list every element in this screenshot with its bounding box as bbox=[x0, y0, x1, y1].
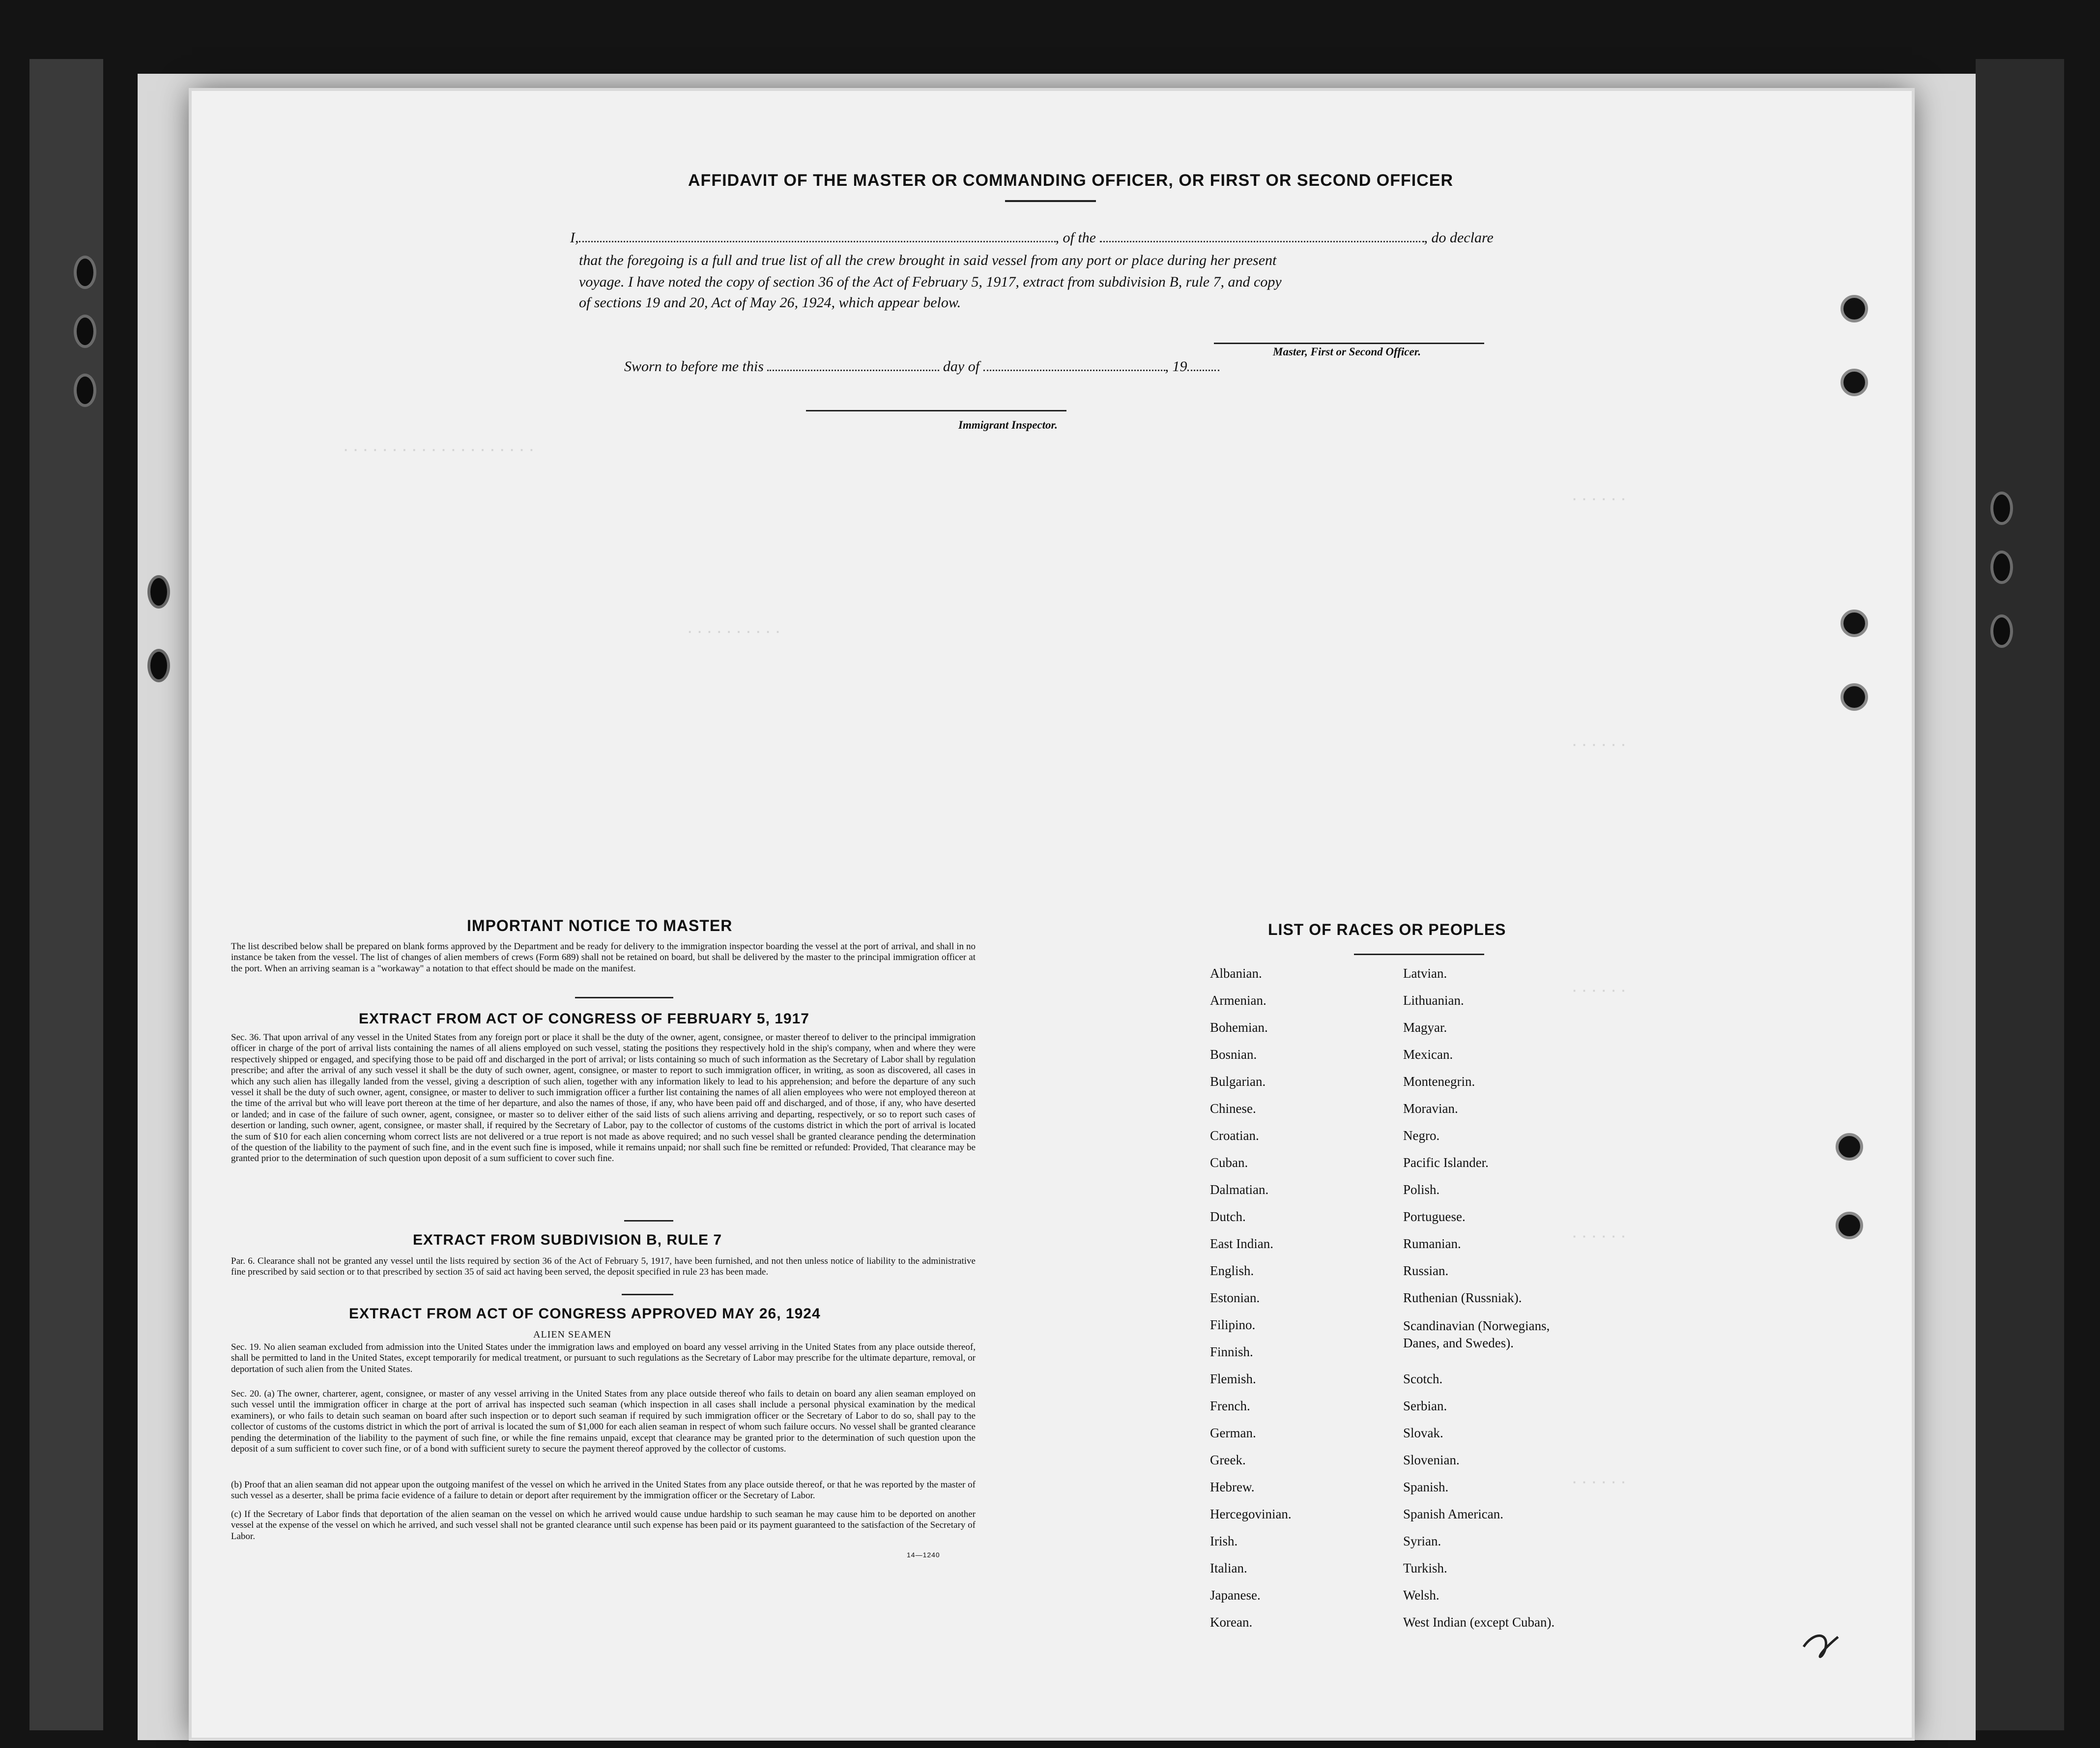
race-item: Bohemian. bbox=[1210, 1020, 1268, 1035]
race-item: Filipino. bbox=[1210, 1317, 1256, 1332]
binder-hole bbox=[74, 374, 96, 407]
sworn-month-field[interactable] bbox=[983, 370, 1165, 371]
race-item: French. bbox=[1210, 1398, 1250, 1413]
race-item: Irish. bbox=[1210, 1534, 1238, 1548]
race-item: Lithuanian. bbox=[1403, 993, 1464, 1008]
race-item: Slovenian. bbox=[1403, 1453, 1460, 1467]
race-item: Korean. bbox=[1210, 1615, 1253, 1630]
race-item: Armenian. bbox=[1210, 993, 1266, 1008]
race-item: Hercegovinian. bbox=[1210, 1507, 1292, 1521]
name-field[interactable] bbox=[579, 241, 1056, 242]
race-item: Greek. bbox=[1210, 1453, 1246, 1467]
section-20b: (b) Proof that an alien seaman did not appear upon the outgoing manifest of the vessel on which he arrived in the United States from any place outside thereof, or that he was reported by the master of such vessel as a deserter, shall be prima facie evidence of a failure to detain or deport after requirement by the immigration officer or the Secretary of Labor. bbox=[231, 1480, 976, 1501]
punch-hole bbox=[1836, 1212, 1863, 1239]
affidavit-line-1 bbox=[570, 230, 1494, 246]
sworn-day-field[interactable] bbox=[767, 370, 939, 371]
race-item: Slovak. bbox=[1403, 1426, 1443, 1440]
races-title: LIST OF RACES OR PEOPLES bbox=[1268, 921, 1506, 938]
race-item: Rumanian. bbox=[1403, 1236, 1461, 1251]
race-item: Montenegrin. bbox=[1403, 1074, 1475, 1089]
year-prefix: , 19 bbox=[1165, 358, 1187, 375]
affidavit-title: AFFIDAVIT OF THE MASTER OR COMMANDING OFFICER, OR FIRST OR SECOND OFFICER bbox=[688, 171, 1453, 190]
binder-hole bbox=[1990, 551, 2013, 584]
bleed-through-marks: · · · · · · bbox=[1573, 737, 1627, 752]
punch-hole bbox=[1836, 1133, 1863, 1161]
races-right-column bbox=[1403, 966, 1585, 1642]
sworn-line bbox=[624, 358, 1219, 375]
punch-hole bbox=[1841, 295, 1868, 322]
affidavit-line-3: voyage. I have noted the copy of section 36 of the Act of February 5, 1917, extract from subdivision B, rule 7, and copy bbox=[579, 274, 1282, 290]
bleed-through-marks: · · · · · · · · · · · · · · · · · · · · bbox=[344, 442, 535, 457]
binder-hole bbox=[1990, 492, 2013, 525]
handwritten-mark-icon bbox=[1799, 1627, 1843, 1666]
alien-seamen-subtitle: ALIEN SEAMEN bbox=[533, 1329, 612, 1340]
race-item: Croatian. bbox=[1210, 1128, 1259, 1143]
master-label: Master, First or Second Officer. bbox=[1273, 346, 1421, 358]
rule7-title: EXTRACT FROM SUBDIVISION B, RULE 7 bbox=[413, 1232, 722, 1248]
race-item: Bosnian. bbox=[1210, 1047, 1257, 1062]
punch-hole bbox=[1841, 683, 1868, 711]
right-binder-strip bbox=[1976, 59, 2064, 1730]
bleed-through-marks: · · · · · · bbox=[1573, 492, 1627, 506]
punch-hole bbox=[1841, 610, 1868, 637]
rule7-body: Par. 6. Clearance shall not be granted any vessel until the lists required by section 36 of the Act of February 5, 1917, have been furnished, and not then unless notice of liability to the administrative fine prescribed by said section or to that prescribed by section 35 of said act having been served, the deposit specified in rule 23 has been made. bbox=[231, 1256, 976, 1278]
bleed-through-marks: · · · · · · bbox=[1573, 1229, 1627, 1244]
race-item: German. bbox=[1210, 1426, 1256, 1440]
race-item: Mexican. bbox=[1403, 1047, 1453, 1062]
race-item: Serbian. bbox=[1403, 1398, 1447, 1413]
sworn-prefix: Sworn to before me this bbox=[624, 358, 764, 375]
affidavit-line-2: that the foregoing is a full and true list of all the crew brought in said vessel from any port or place during her present bbox=[579, 252, 1277, 268]
extract-1917-body: Sec. 36. That upon arrival of any vessel in the United States from any foreign port or place it shall be the duty of the owner, agent, consignee, or master thereof to deliver to the principal immigration officer in charge of the port of arrival lists containing the names of all aliens employed on such vessel, stating the positions they respectively hold in the ship's company, when and where they were respectively shipped or engaged, and specifying those to be paid off and discharged in the port of arrival; or lists containing so much of such information as the Secretary of Labor shall by regulation prescribe; and after the arrival of any such vessel it shall be the duty of such owner, agent, consignee, or master to report to such immigration officer, in writing, as soon as discovered, all cases in which any such alien has illegally landed from the vessel, giving a description of such alien, together with any information likely to lead to his apprehension; and before the departure of any such vessel it shall be the duty of such owner, agent, consignee, or master to deliver to such immigration officer a further list containing the names of all alien employees who were not employed thereon at the time of the arrival but who will leave port thereon at the time of her departure, and also the names of those, if any, who have been paid off and discharged, and of those, if any, who have deserted or landed; and in case of the failure of such owner, agent, consignee, or master so to deliver either of the said lists of such aliens arriving and departing, respectively, or so to report such cases of desertion or landing, such owner, agent, consignee, or master shall, if required by the Secretary of Labor, pay to the collector of customs of the customs district in which the port of arrival is located the sum of $10 for each alien concerning whom correct lists are not delivered or a true report is not made as above required; and no such vessel shall be granted clearance pending the determination of the question of the liability to the payment of such fine, and in the event such fine is imposed, while it remains unpaid; nor shall such fine be remitted or refunded: Provided, That clearance may be granted prior to the determination of such question upon deposit of a sum sufficient to cover such fine. bbox=[231, 1032, 976, 1164]
races-left-column bbox=[1210, 966, 1292, 1642]
race-item: Hebrew. bbox=[1210, 1480, 1255, 1494]
race-item: Italian. bbox=[1210, 1561, 1247, 1575]
day-of-text: day of bbox=[943, 358, 980, 375]
race-item: Flemish. bbox=[1210, 1371, 1256, 1386]
inspector-label: Immigrant Inspector. bbox=[958, 419, 1058, 431]
divider bbox=[1354, 954, 1484, 955]
binder-hole bbox=[147, 575, 170, 609]
race-item: Pacific Islander. bbox=[1403, 1155, 1489, 1170]
binder-hole bbox=[1990, 614, 2013, 648]
divider bbox=[575, 997, 673, 998]
i-prefix: I, bbox=[570, 230, 579, 246]
race-item: Spanish. bbox=[1403, 1480, 1449, 1494]
bleed-through-marks: · · · · · · bbox=[1573, 1475, 1627, 1489]
section-19: Sec. 19. No alien seaman excluded from admission into the United States under the immigration laws and employed on board any vessel arriving in the United States from any place outside thereof, shall be permitted to land in the United States, except temporarily for medical treatment, or pursuant to such regulations as the Secretary of Labor may prescribe for the ultimate departure, removal, or deportation of such alien from the United States. bbox=[231, 1342, 976, 1374]
binder-hole bbox=[74, 256, 96, 289]
race-item: Finnish. bbox=[1210, 1344, 1253, 1359]
race-item: East Indian. bbox=[1210, 1236, 1273, 1251]
race-item: Estonian. bbox=[1210, 1290, 1260, 1305]
section-20a: Sec. 20. (a) The owner, charterer, agent, consignee, or master of any vessel arriving in the United States from any place outside thereof who fails to detain on board any alien seaman employed on such vessel until the immigration officer in charge at the port of arrival has inspected such seaman (which inspection in all cases shall include a personal physical examination by the medical examiners), or who fails to detain such seaman on board after such inspection or to deport such seaman if required by such immigration officer or the Secretary of Labor to do so, shall pay to the collector of customs of the customs district in which the port of arrival is located the sum of $1,000 for each alien seaman in respect of whom such failure occurs. No vessel shall be granted clearance pending the determination of the liability to the payment of such fine, or while the fine remains unpaid, except that clearance may be granted prior to the determination of such question upon the deposit of a sum sufficient to cover such fine, or of a bond with sufficient surety to secure the payment thereof approved by the collector of customs. bbox=[231, 1389, 976, 1455]
master-signature-line[interactable] bbox=[1214, 343, 1484, 344]
bleed-through-marks: · · · · · · · · · · bbox=[688, 624, 781, 639]
form-number: 14—1240 bbox=[907, 1551, 940, 1559]
race-item: Syrian. bbox=[1403, 1534, 1441, 1548]
divider bbox=[622, 1294, 673, 1295]
binder-hole bbox=[147, 649, 170, 682]
race-item: Dutch. bbox=[1210, 1209, 1246, 1224]
divider bbox=[624, 1220, 673, 1222]
race-item: Negro. bbox=[1403, 1128, 1440, 1143]
race-item: English. bbox=[1210, 1263, 1254, 1278]
race-item: Ruthenian (Russniak). bbox=[1403, 1290, 1522, 1305]
race-item: West Indian (except Cuban). bbox=[1403, 1615, 1555, 1630]
vessel-field[interactable] bbox=[1100, 241, 1424, 242]
left-binder-strip bbox=[29, 59, 103, 1730]
race-item: Dalmatian. bbox=[1210, 1182, 1269, 1197]
race-item: Cuban. bbox=[1210, 1155, 1248, 1170]
race-item: Spanish American. bbox=[1403, 1507, 1503, 1521]
extract-1917-title: EXTRACT FROM ACT OF CONGRESS OF FEBRUARY 5, 1917 bbox=[359, 1011, 809, 1027]
race-item: Portuguese. bbox=[1403, 1209, 1466, 1224]
race-item: Albanian. bbox=[1210, 966, 1262, 981]
binder-hole bbox=[74, 315, 96, 348]
race-item: Bulgarian. bbox=[1210, 1074, 1266, 1089]
race-item: Scotch. bbox=[1403, 1371, 1443, 1386]
affidavit-line-4: of sections 19 and 20, Act of May 26, 1924, which appear below. bbox=[579, 294, 961, 311]
section-20c: (c) If the Secretary of Labor finds that deportation of the alien seaman on the vessel on which he arrived would cause undue hardship to such seaman he may cause him to be deported on another vessel at the expense of the vessel on which he arrived, and such vessel shall not be granted clearance until such expense has been paid or its payment guaranteed to the satisfaction of the Secretary of Labor. bbox=[231, 1509, 976, 1542]
race-item: Chinese. bbox=[1210, 1101, 1256, 1116]
race-item: Scandinavian (Norwegians, Danes, and Swedes). bbox=[1403, 1318, 1550, 1351]
race-item: Polish. bbox=[1403, 1182, 1440, 1197]
do-declare-text: , do declare bbox=[1424, 230, 1494, 246]
race-item: Magyar. bbox=[1403, 1020, 1447, 1035]
extract-1924-title: EXTRACT FROM ACT OF CONGRESS APPROVED MAY 26, 1924 bbox=[349, 1306, 821, 1322]
divider bbox=[1005, 200, 1096, 202]
notice-body: The list described below shall be prepared on blank forms approved by the Department and be ready for delivery to the immigration inspector boarding the vessel at the port of arrival, and shall in no instance be taken from the vessel. The list of changes of alien members of crews (Form 689) shall not be retained on board, but shall be delivered by the master to the principal immigration officer at the port. When an arriving seaman is a "workaway" a notation to that effect should be made on the manifest. bbox=[231, 941, 976, 974]
punch-hole bbox=[1841, 369, 1868, 396]
inspector-signature-line[interactable] bbox=[806, 410, 1066, 411]
race-item: Turkish. bbox=[1403, 1561, 1447, 1575]
of-the-text: , of the bbox=[1055, 230, 1096, 246]
race-item: Moravian. bbox=[1403, 1101, 1458, 1116]
race-item: Latvian. bbox=[1403, 966, 1447, 981]
bleed-through-marks: · · · · · · bbox=[1573, 983, 1627, 998]
sworn-year-field[interactable] bbox=[1187, 370, 1219, 371]
race-item: Japanese. bbox=[1210, 1588, 1261, 1602]
notice-title: IMPORTANT NOTICE TO MASTER bbox=[467, 917, 733, 934]
race-item: Russian. bbox=[1403, 1263, 1449, 1278]
race-item: Welsh. bbox=[1403, 1588, 1439, 1602]
